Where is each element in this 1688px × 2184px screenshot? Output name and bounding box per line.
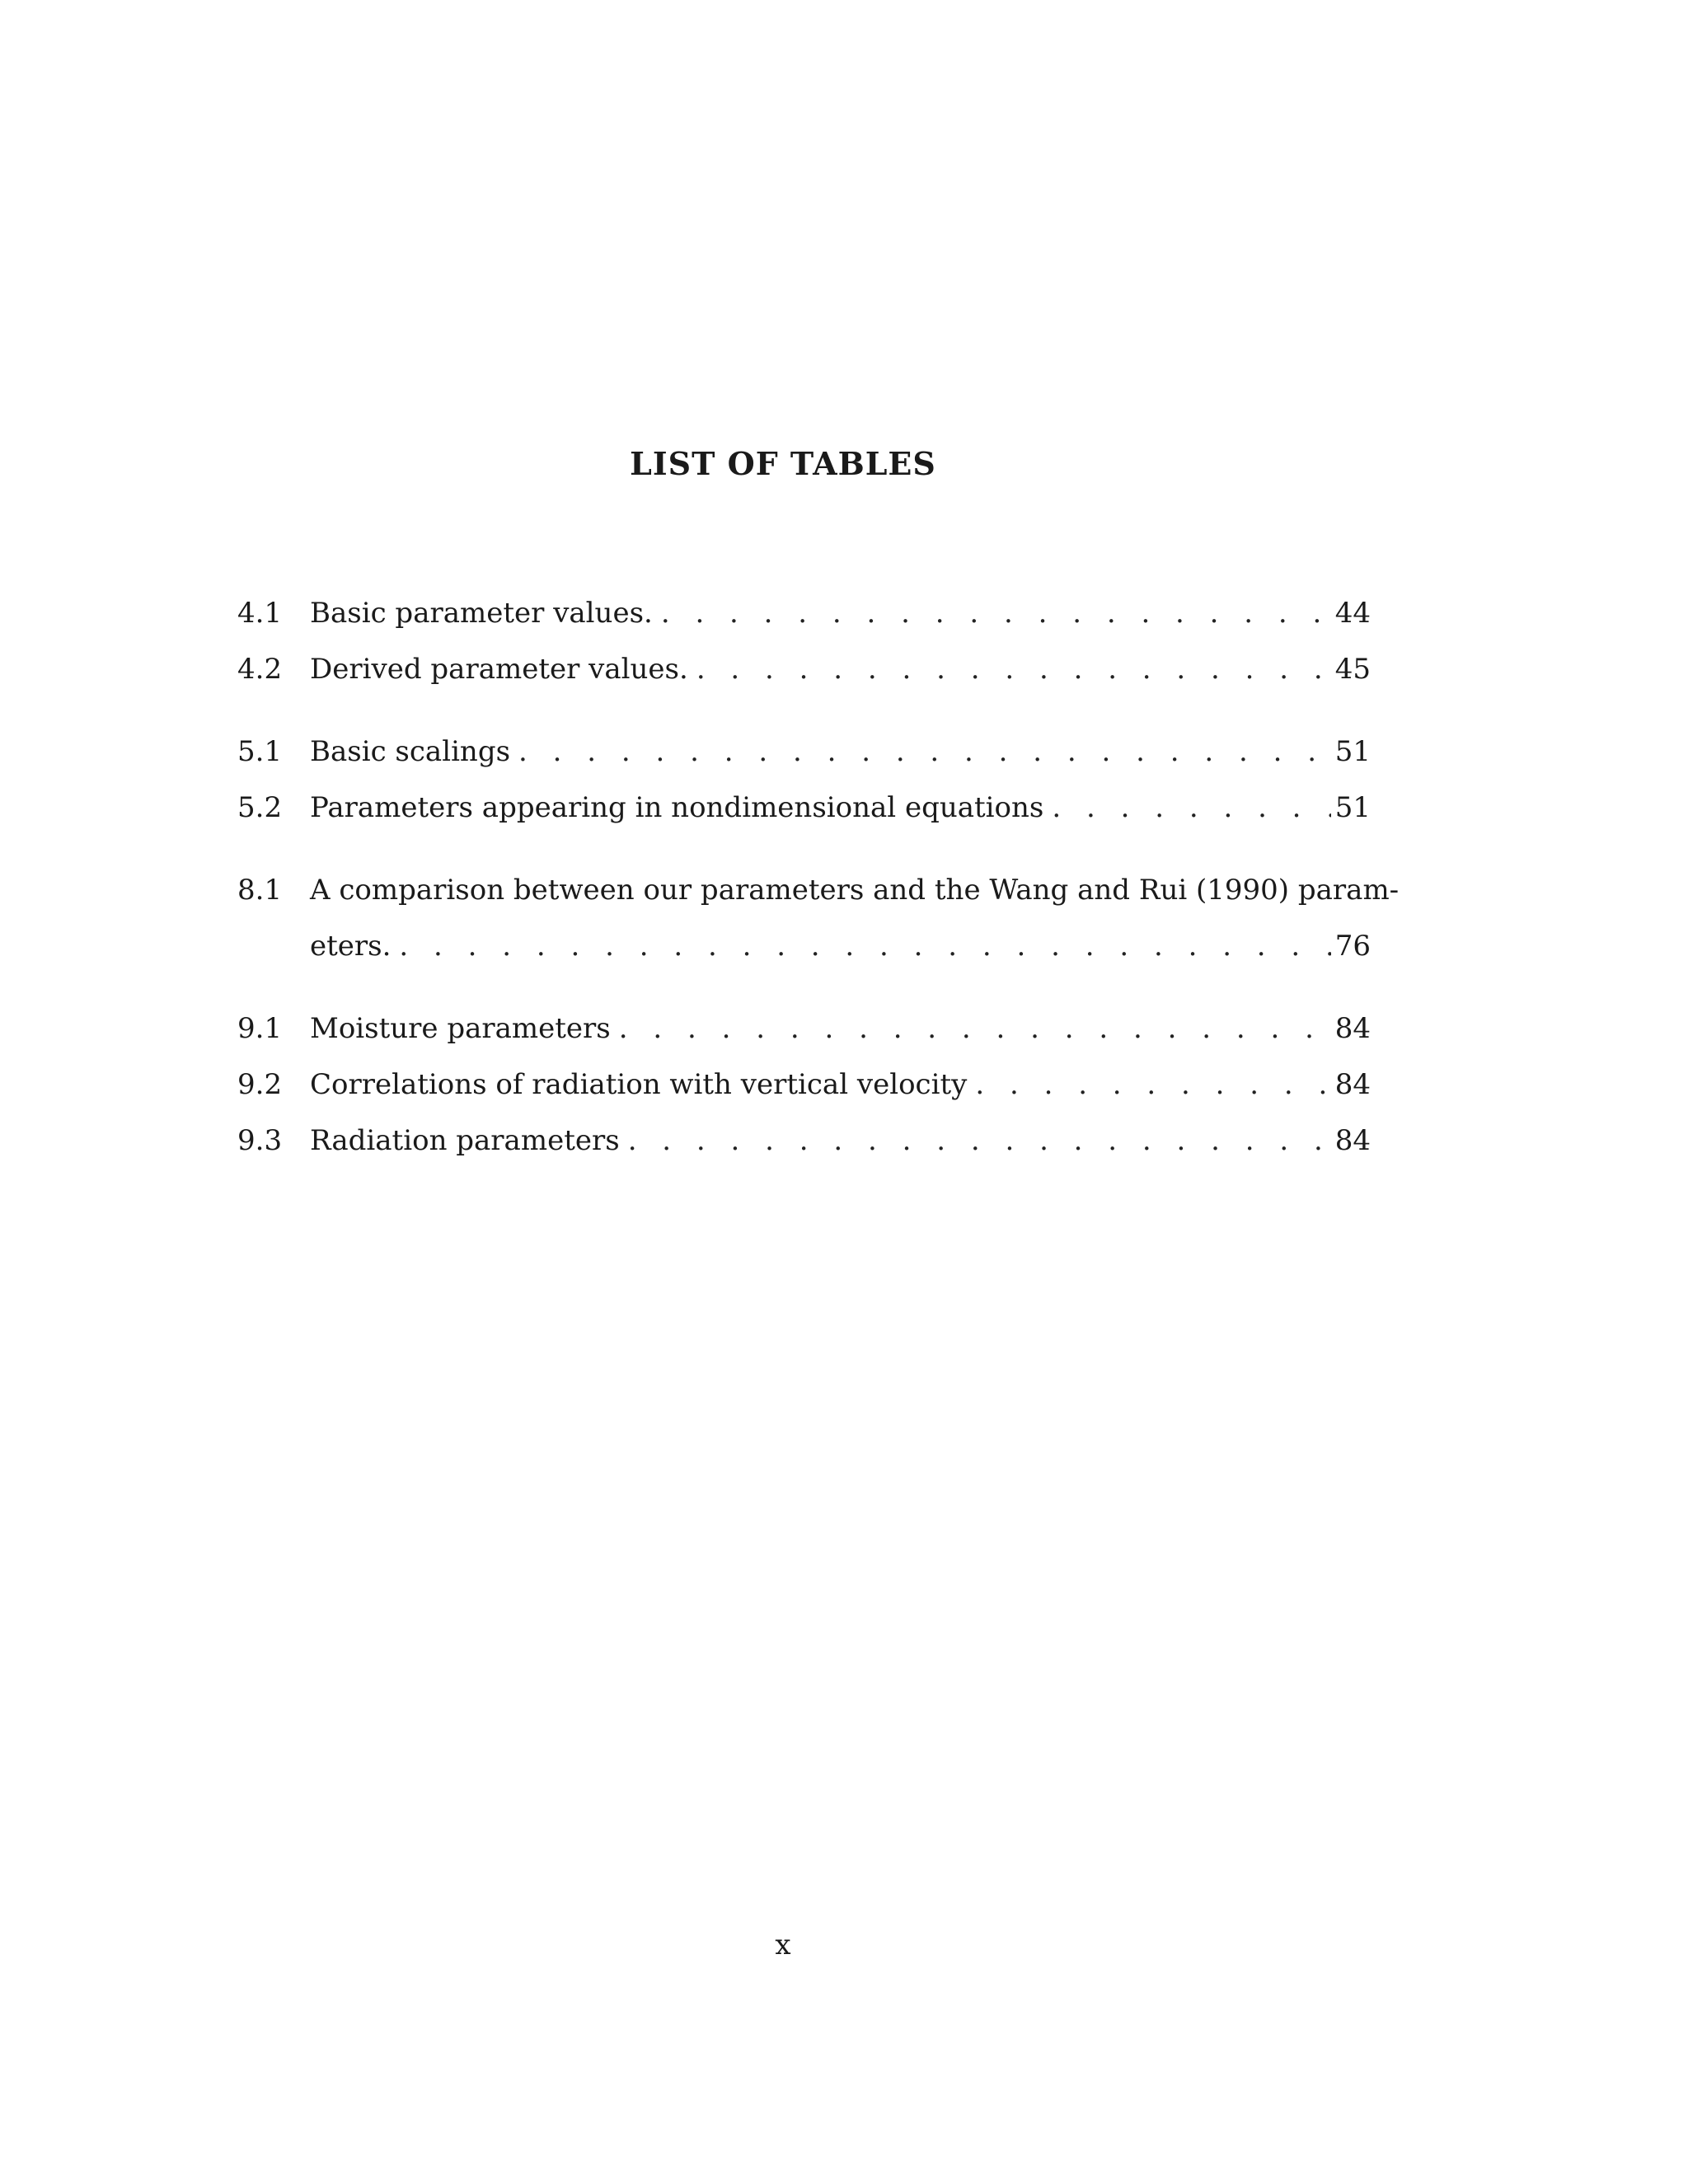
dot-leader bbox=[628, 1113, 1331, 1169]
table-number: 9.1 bbox=[237, 1012, 283, 1045]
list-item[interactable] bbox=[237, 1001, 1371, 1057]
table-title: A comparison between our parameters and the Wang and Rui (1990) param- bbox=[310, 874, 1400, 907]
page-folio: x bbox=[775, 1929, 791, 1961]
table-list bbox=[237, 585, 1400, 1169]
table-title: Moisture parameters bbox=[310, 1012, 611, 1045]
list-item[interactable] bbox=[237, 724, 1371, 780]
dot-leader bbox=[661, 585, 1331, 641]
page-number: 84 bbox=[1334, 1124, 1371, 1157]
list-item[interactable] bbox=[237, 780, 1371, 836]
table-number: 9.2 bbox=[237, 1068, 283, 1101]
table-number: 8.1 bbox=[237, 874, 283, 907]
dot-leader bbox=[399, 918, 1331, 974]
table-number: 5.2 bbox=[237, 791, 283, 824]
table-title: Basic parameter values. bbox=[310, 597, 653, 630]
table-number: 4.2 bbox=[237, 653, 283, 686]
table-title: Basic scalings bbox=[310, 735, 511, 768]
page-number: 84 bbox=[1334, 1012, 1371, 1045]
page-number: 44 bbox=[1334, 597, 1371, 630]
page-number: 51 bbox=[1334, 791, 1371, 824]
table-title: Radiation parameters bbox=[310, 1124, 620, 1157]
table-number: 5.1 bbox=[237, 735, 283, 768]
dot-leader bbox=[975, 1057, 1331, 1113]
table-number: 9.3 bbox=[237, 1124, 283, 1157]
list-item-continuation[interactable] bbox=[237, 918, 1371, 974]
table-title-continued: eters. bbox=[310, 930, 392, 963]
page-title: LIST OF TABLES bbox=[630, 445, 936, 482]
dot-leader bbox=[1052, 780, 1331, 836]
list-item[interactable] bbox=[237, 585, 1371, 641]
table-number: 4.1 bbox=[237, 597, 283, 630]
dot-leader bbox=[696, 641, 1331, 697]
list-item[interactable] bbox=[237, 1113, 1371, 1169]
list-item[interactable] bbox=[237, 1057, 1371, 1113]
dot-leader bbox=[518, 724, 1331, 780]
table-title: Correlations of radiation with vertical velocity bbox=[310, 1068, 968, 1101]
page-number: 76 bbox=[1334, 930, 1371, 963]
page-number: 45 bbox=[1334, 653, 1371, 686]
list-item[interactable] bbox=[237, 862, 1400, 918]
table-title: Derived parameter values. bbox=[310, 653, 688, 686]
page-number: 51 bbox=[1334, 735, 1371, 768]
list-item[interactable] bbox=[237, 641, 1371, 697]
page-number: 84 bbox=[1334, 1068, 1371, 1101]
table-title: Parameters appearing in nondimensional equations bbox=[310, 791, 1044, 824]
dot-leader bbox=[619, 1001, 1331, 1057]
